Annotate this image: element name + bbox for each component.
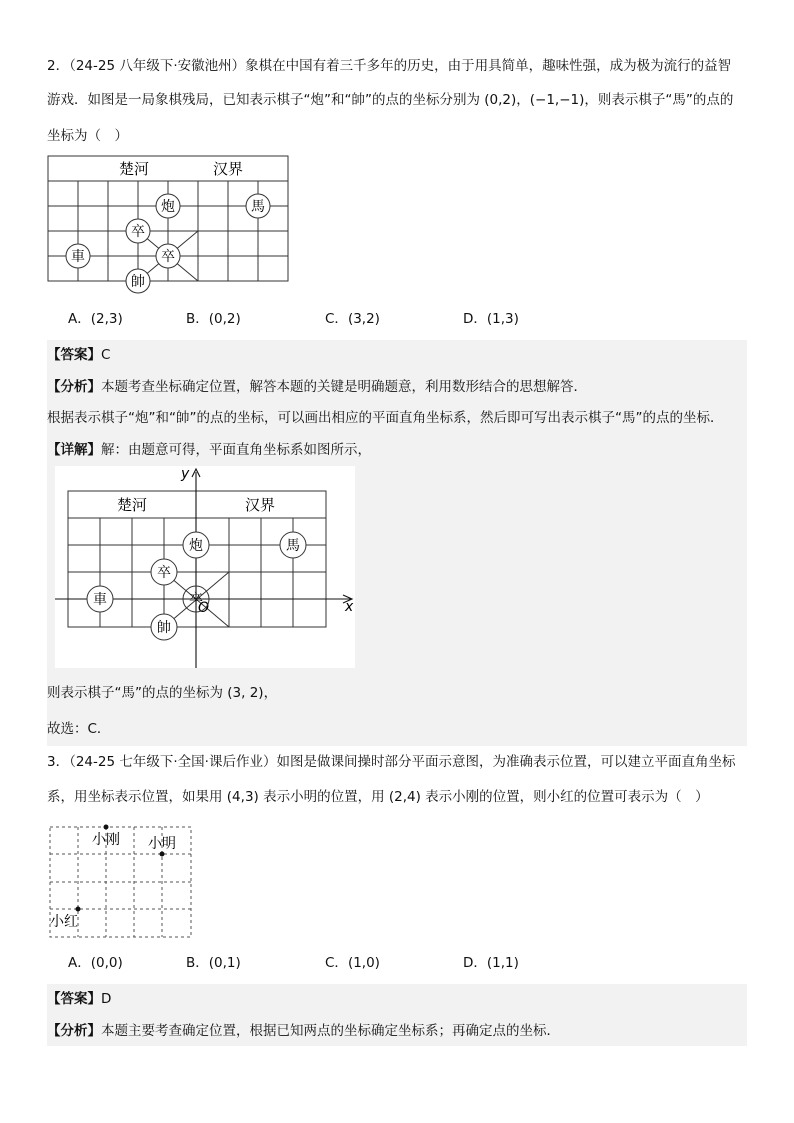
piece-shuai [126, 269, 150, 293]
river-label-right-2: 汉界 [245, 496, 276, 514]
river-label-left-2: 楚河 [117, 496, 148, 514]
svg-text:車: 車 [93, 592, 107, 608]
svg-text:卒: 卒 [157, 565, 171, 581]
q2-stem-line2: 游戏．如图是一局象棋残局，已知表示棋子“炮”和“帥”的点的坐标分别为 (0,2)，(−1,−1)，则表示棋子“馬”的点的 [47, 92, 734, 108]
y-axis-label: y [181, 466, 190, 482]
q2-detail: 【详解】解：由题意可得，平面直角坐标系如图所示， [47, 442, 371, 458]
xiaohong-point [76, 907, 81, 912]
piece-zu-left-2 [151, 559, 177, 585]
xiaohong-label: 小红 [50, 914, 78, 930]
q2-analysis-line2: 根据表示棋子“炮”和“帥”的点的坐标，可以画出相应的平面直角坐标系，然后即可写出表示棋子“馬”的点的坐标． [47, 410, 724, 426]
xiaogang-point [104, 825, 109, 830]
piece-ma-2 [280, 532, 306, 558]
q3-stem-line1: 3．（24-25 七年级下·全国·课后作业）如图是做课间操时部分平面示意图，为准确表示位置，可以建立平面直角坐标 [47, 754, 736, 770]
q2-stem-line3: 坐标为（ ） [47, 128, 128, 144]
river-label-left: 楚河 [119, 160, 150, 178]
q2-choice: 故选：C． [47, 721, 111, 737]
svg-text:炮: 炮 [189, 538, 203, 554]
exercise-grid-figure [50, 822, 195, 940]
svg-text:帥: 帥 [131, 274, 145, 290]
piece-zu-center [156, 244, 180, 268]
q3-option-b: B．(0,1) [186, 955, 241, 971]
q2-option-a: A．(2,3) [68, 311, 123, 327]
q2-option-b: B．(0,2) [186, 311, 241, 327]
piece-ma [246, 194, 270, 218]
piece-zu-left [126, 219, 150, 243]
q3-answer: 【答案】D [47, 991, 112, 1007]
piece-pao-2 [183, 532, 209, 558]
svg-text:馬: 馬 [251, 199, 265, 215]
q2-answer: 【答案】C [47, 347, 111, 363]
q3-analysis: 【分析】本题主要考查确定位置，根据已知两点的坐标确定坐标系；再确定点的坐标． [47, 1023, 560, 1039]
svg-text:帥: 帥 [157, 620, 171, 636]
xiaogang-label: 小刚 [92, 832, 120, 848]
origin-label: O [198, 600, 210, 616]
xiaoming-label: 小明 [148, 836, 176, 852]
chess-board-axes-figure [55, 466, 360, 668]
chess-board-figure [47, 155, 292, 295]
q3-option-a: A．(0,0) [68, 955, 123, 971]
piece-ju-2 [87, 586, 113, 612]
svg-text:卒: 卒 [189, 592, 203, 608]
svg-text:卒: 卒 [131, 224, 145, 240]
q3-option-c: C．(1,0) [325, 955, 380, 971]
q2-conclusion: 则表示棋子“馬”的点的坐标为 (3, 2)， [47, 685, 278, 701]
piece-shuai-2 [151, 614, 177, 640]
svg-text:炮: 炮 [161, 199, 175, 215]
q2-option-d: D．(1,3) [463, 311, 519, 327]
x-axis-label: x [345, 599, 354, 615]
q2-analysis: 【分析】本题考查坐标确定位置，解答本题的关键是明确题意，利用数形结合的思想解答． [47, 379, 587, 395]
q3-stem-line2: 系，用坐标表示位置，如果用 (4,3) 表示小明的位置，用 (2,4) 表示小刚的位置，则小红的位置可表示为（ ） [47, 789, 709, 805]
svg-text:車: 車 [71, 249, 85, 265]
svg-text:卒: 卒 [161, 249, 175, 265]
river-label-right: 汉界 [213, 160, 244, 178]
q2-option-c: C．(3,2) [325, 311, 380, 327]
piece-ju [66, 244, 90, 268]
q3-option-d: D．(1,1) [463, 955, 519, 971]
q2-stem-line1: 2．（24-25 八年级下·安徽池州）象棋在中国有着三千多年的历史，由于用具简单，趣味性强，成为极为流行的益智 [47, 58, 732, 74]
svg-text:馬: 馬 [286, 538, 300, 554]
piece-pao [156, 194, 180, 218]
xiaoming-point [160, 852, 165, 857]
